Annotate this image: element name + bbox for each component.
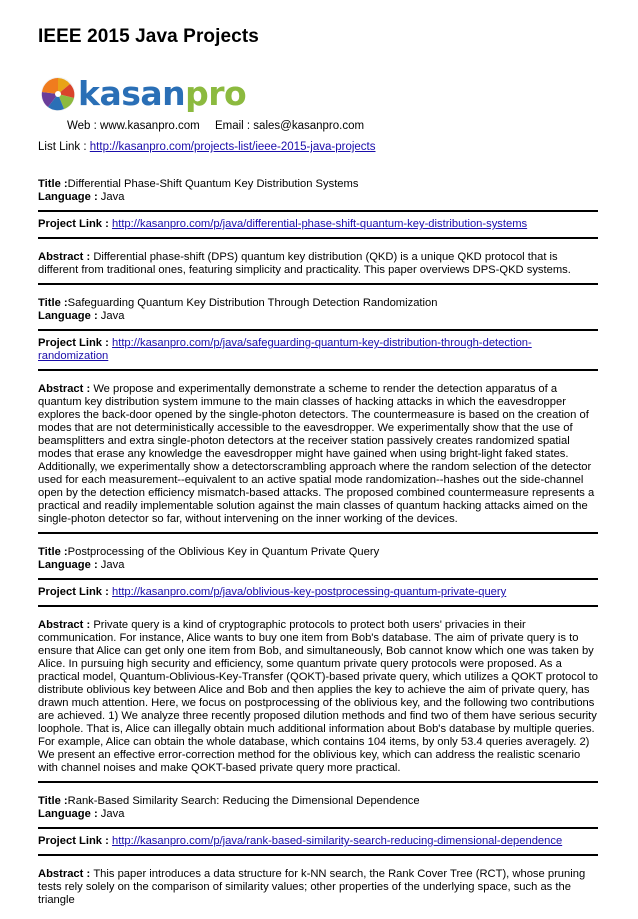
project-link-label: Project Link : [38, 835, 112, 847]
project-entry [38, 795, 598, 907]
language-label: Language : [38, 310, 101, 322]
abstract-label: Abstract : [38, 868, 94, 880]
project-entry [38, 178, 598, 285]
abstract-text: This paper introduces a data structure for k-NN search, the Rank Cover Tree (RCT), whose pruning tests rely solely on the comparison of similarity values; other properties of the underlying space, such as the triangle [38, 868, 586, 906]
title-label: Title : [38, 297, 68, 309]
project-language: Java [100, 808, 125, 820]
abstract-text: Private query is a kind of cryptographic protocols to protect both users' privacies in their communication. For instance, Alice wants to buy one item from Bob's database. The aim of private query is to ensure that Alice can get only one item from Bob, and simultaneously, Bob cannot know which one was taken by Alice. In pursuing high security and efficiency, some quantum private query protocols were proposed. As a practical model, Quantum-Oblivious-Key-Transfer (QOKT)-based private query, which utilizes a QOKT protocol to distribute oblivious key between Alice and Bob and then applies the key to achieve the aim of private query, has drawn much attention. Here, we focus on postprocessing of the oblivious key, and the following two contributions are achieved. 1) We analyze three recently proposed dilution methods and find two of them have serious security loophole. That is, Alice can illegally obtain much additional information about Bob's database by multiple queries. For example, Alice can obtain the whole database, which contains 104 items, by only 53.4 queries averagely. 2) We present an effective error-correction method for the oblivious key, which can address the realistic scenario with channel noises and make QOKT-based private query more practical. [38, 619, 598, 774]
divider [38, 605, 598, 607]
language-label: Language : [38, 559, 101, 571]
email-label: Email : [214, 120, 254, 132]
divider [38, 369, 598, 371]
divider [38, 532, 598, 534]
abstract-label: Abstract : [38, 251, 94, 263]
web-label: Web : [67, 120, 101, 132]
project-link-line [38, 835, 598, 848]
project-link[interactable]: http://kasanpro.com/p/java/safeguarding-quantum-key-distribution-through-detection-randomization [38, 337, 532, 362]
divider [38, 329, 598, 331]
project-link-label: Project Link : [38, 586, 112, 598]
project-list [38, 178, 598, 919]
project-link[interactable]: http://kasanpro.com/p/java/rank-based-similarity-search-reducing-dimensional-dependence [111, 835, 563, 847]
pinwheel-logo-icon [40, 76, 76, 112]
title-label: Title : [38, 546, 68, 558]
logo-wordmark-part-1: kasan [78, 74, 186, 113]
project-abstract [38, 868, 598, 907]
language-label: Language : [38, 191, 101, 203]
logo-wordmark [78, 72, 246, 116]
divider [38, 854, 598, 856]
title-label: Title : [38, 178, 68, 190]
list-link[interactable]: http://kasanpro.com/projects-list/ieee-2015-java-projects [89, 141, 376, 153]
project-link[interactable]: http://kasanpro.com/p/java/oblivious-key-postprocessing-quantum-private-query [111, 586, 507, 598]
project-entry [38, 546, 598, 783]
project-language-line [38, 559, 598, 572]
project-language: Java [100, 310, 125, 322]
project-language: Java [100, 559, 125, 571]
project-link-line [38, 337, 598, 363]
project-title: Safeguarding Quantum Key Distribution Through Detection Randomization [67, 297, 438, 309]
abstract-label: Abstract : [38, 383, 94, 395]
logo-wordmark-part-2: pro [185, 74, 247, 113]
project-link-line [38, 586, 598, 599]
project-title-line [38, 297, 598, 310]
list-link-line [38, 141, 376, 153]
project-link-label: Project Link : [38, 218, 112, 230]
project-entry [38, 297, 598, 534]
divider [38, 237, 598, 239]
language-label: Language : [38, 808, 101, 820]
page-title: IEEE 2015 Java Projects [38, 26, 259, 47]
project-title-line [38, 546, 598, 559]
web-value: www.kasanpro.com [100, 120, 200, 132]
project-language: Java [100, 191, 125, 203]
abstract-text: We propose and experimentally demonstrate a scheme to render the detection apparatus of a quantum key distribution system immune to the main classes of hacking attacks in which the eavesdropper explores the back-door opened by the single-photon detectors. The countermeasure is based on the creation of modes that are not deterministically accessible to the eavesdropper. We experimentally show that the use of beamsplitters and extra single-photon detectors at the receiver station passively creates randomized spatial modes that erase any knowledge the eavesdropper might have gained when using bright-light faked states. Additionally, we experimentally show a detectorscrambling approach where the random selection of the detector used for each measurement--equivalent to an active spatial mode randomization--hashes out the side-channel open by the detection efficiency mismatch-based attacks. The proposed combined countermeasure represents a practical and readily implementable solution against the main classes of quantum hacking attacks aimed on the single-photon detector so far, without intervening on the inner working of the devices. [38, 383, 595, 525]
title-label: Title : [38, 795, 68, 807]
contact-line [67, 120, 364, 132]
project-abstract [38, 383, 598, 526]
project-abstract [38, 251, 598, 277]
abstract-label: Abstract : [38, 619, 94, 631]
kasanpro-logo [38, 72, 247, 116]
project-language-line [38, 191, 598, 204]
project-title: Rank-Based Similarity Search: Reducing the Dimensional Dependence [67, 795, 420, 807]
project-link-line [38, 218, 598, 231]
project-language-line [38, 808, 598, 821]
divider [38, 283, 598, 285]
divider [38, 578, 598, 580]
project-language-line [38, 310, 598, 323]
project-link-label: Project Link : [38, 337, 112, 349]
project-title-line [38, 795, 598, 808]
project-title: Differential Phase-Shift Quantum Key Distribution Systems [67, 178, 359, 190]
divider [38, 827, 598, 829]
project-title: Postprocessing of the Oblivious Key in Quantum Private Query [67, 546, 380, 558]
divider [38, 781, 598, 783]
project-abstract [38, 619, 598, 775]
project-link[interactable]: http://kasanpro.com/p/java/differential-phase-shift-quantum-key-distribution-systems [111, 218, 528, 230]
abstract-text: Differential phase-shift (DPS) quantum key distribution (QKD) is a unique QKD protocol that is different from traditional ones, featuring simplicity and practicality. This paper overviews DPS-QKD systems. [38, 251, 571, 276]
list-link-label: List Link : [38, 141, 90, 153]
email-value: sales@kasanpro.com [253, 120, 365, 132]
project-title-line [38, 178, 598, 191]
divider [38, 210, 598, 212]
